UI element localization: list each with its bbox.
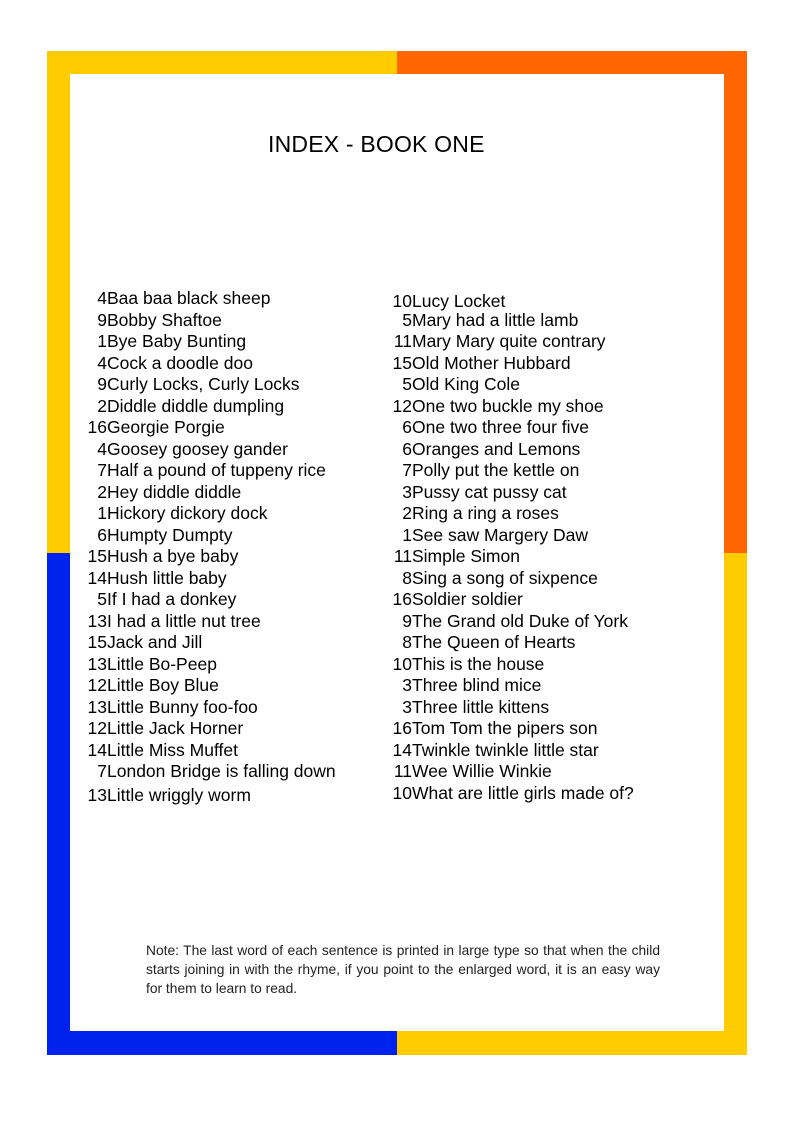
rhyme-title: Little Jack Horner bbox=[107, 718, 244, 738]
rhyme-title: If I had a donkey bbox=[107, 589, 237, 609]
page-number: 9 bbox=[97, 309, 107, 330]
rhyme-title: One two three four five bbox=[412, 417, 590, 437]
rhyme-title: Bye Baby Bunting bbox=[107, 331, 247, 351]
rhyme-title: Soldier soldier bbox=[412, 589, 523, 609]
page-number: 7 bbox=[402, 460, 412, 480]
page-title: INDEX - BOOK ONE bbox=[268, 131, 485, 157]
page-number: 15 bbox=[87, 632, 107, 652]
rhyme-title: Little Bunny foo-foo bbox=[107, 696, 258, 717]
page-number: 4 bbox=[97, 438, 107, 459]
page-number: 5 bbox=[402, 374, 412, 394]
page-number: 13 bbox=[87, 610, 107, 631]
page-number: 1 bbox=[97, 503, 107, 523]
page-number: 15 bbox=[87, 546, 107, 566]
rhyme-title: Mary had a little lamb bbox=[412, 309, 579, 330]
page-number: 14 bbox=[392, 739, 412, 760]
page-number: 16 bbox=[392, 718, 412, 738]
page-number: 6 bbox=[402, 417, 412, 437]
rhyme-title: Humpty Dumpty bbox=[107, 524, 233, 545]
rhyme-title: Oranges and Lemons bbox=[412, 438, 581, 459]
page-number: 8 bbox=[402, 632, 412, 652]
page-number: 13 bbox=[87, 653, 107, 674]
rhyme-title: Hickory dickory dock bbox=[107, 503, 268, 523]
rhyme-title: Lucy Locket bbox=[412, 291, 506, 311]
rhyme-title: Bobby Shaftoe bbox=[107, 309, 222, 330]
rhyme-title: Half a pound of tuppeny rice bbox=[107, 460, 326, 480]
rhyme-title: Old Mother Hubbard bbox=[412, 352, 571, 373]
page-number: 8 bbox=[402, 567, 412, 588]
rhyme-title: Three little kittens bbox=[412, 696, 550, 717]
rhyme-title: This is the house bbox=[412, 653, 545, 674]
page-number: 11 bbox=[393, 331, 412, 351]
page-number: 6 bbox=[97, 524, 107, 545]
page-number: 9 bbox=[402, 610, 412, 631]
rhyme-title: Hush little baby bbox=[107, 567, 227, 588]
rhyme-title: Simple Simon bbox=[412, 546, 520, 566]
page-number: 16 bbox=[392, 589, 412, 609]
page-number: 16 bbox=[87, 417, 107, 437]
rhyme-title: Baa baa black sheep bbox=[107, 288, 271, 308]
page-number: 1 bbox=[97, 331, 107, 351]
rhyme-title: Pussy cat pussy cat bbox=[412, 481, 567, 502]
page-number: 3 bbox=[402, 675, 412, 695]
rhyme-title: Little Bo-Peep bbox=[107, 653, 217, 674]
rhyme-title: Ring a ring a roses bbox=[412, 503, 559, 523]
rhyme-title: See saw Margery Daw bbox=[412, 524, 589, 545]
rhyme-title: Little Miss Muffet bbox=[107, 739, 238, 760]
page-number: 10 bbox=[392, 782, 412, 803]
rhyme-title: Sing a song of sixpence bbox=[412, 567, 598, 588]
page-number: 12 bbox=[87, 718, 107, 738]
page-number: 2 bbox=[402, 503, 412, 523]
page-number: 14 bbox=[87, 739, 107, 760]
page-number: 10 bbox=[392, 653, 412, 674]
rhyme-title: Three blind mice bbox=[412, 675, 542, 695]
rhyme-title: Old King Cole bbox=[412, 374, 520, 394]
rhyme-title: Little Boy Blue bbox=[107, 675, 219, 695]
page-number: 13 bbox=[87, 784, 107, 805]
rhyme-title: Jack and Jill bbox=[107, 632, 203, 652]
rhyme-title: Diddle diddle dumpling bbox=[107, 395, 285, 416]
page-number: 7 bbox=[97, 460, 107, 480]
page-number: 10 bbox=[392, 291, 412, 311]
page-number: 15 bbox=[392, 352, 412, 373]
page-number: 5 bbox=[402, 309, 412, 330]
page-number: 2 bbox=[97, 395, 107, 416]
rhyme-title: Hush a bye baby bbox=[107, 546, 239, 566]
rhyme-title: Georgie Porgie bbox=[107, 417, 225, 437]
rhyme-title: The Grand old Duke of York bbox=[412, 610, 628, 631]
page-number: 11 bbox=[393, 761, 412, 781]
rhyme-title: Tom Tom the pipers son bbox=[412, 718, 598, 738]
rhyme-title: Little wriggly worm bbox=[107, 784, 251, 805]
rhyme-title: Cock a doodle doo bbox=[107, 352, 253, 373]
page-number: 4 bbox=[97, 352, 107, 373]
page-number: 6 bbox=[402, 438, 412, 459]
rhyme-title: London Bridge is falling down bbox=[107, 761, 336, 781]
page-number: 2 bbox=[97, 481, 107, 502]
page-number: 9 bbox=[97, 374, 107, 394]
page-number: 13 bbox=[87, 696, 107, 717]
rhyme-title: Twinkle twinkle little star bbox=[412, 739, 599, 760]
rhyme-title: Mary Mary quite contrary bbox=[412, 331, 606, 351]
rhyme-title: Polly put the kettle on bbox=[412, 460, 580, 480]
rhyme-title: Hey diddle diddle bbox=[107, 481, 242, 502]
page-number: 14 bbox=[87, 567, 107, 588]
rhyme-title: One two buckle my shoe bbox=[412, 395, 604, 416]
rhyme-title: The Queen of Hearts bbox=[412, 632, 576, 652]
rhyme-title: Curly Locks, Curly Locks bbox=[107, 374, 300, 394]
rhyme-title: I had a little nut tree bbox=[107, 610, 261, 631]
page-number: 3 bbox=[402, 481, 412, 502]
page-number: 5 bbox=[97, 589, 107, 609]
page-number: 11 bbox=[393, 546, 412, 566]
note-text: Note: The last word of each sentence is printed in large type so that when the child starts joining in with the rhyme, if you point to the enlarged word, it is an easy way for them to learn to read. bbox=[146, 943, 660, 996]
page-number: 4 bbox=[97, 288, 107, 308]
page-number: 1 bbox=[402, 524, 412, 545]
rhyme-title: What are little girls made of? bbox=[412, 782, 634, 803]
rhyme-title: Goosey goosey gander bbox=[107, 438, 288, 459]
page-number: 12 bbox=[87, 675, 107, 695]
page-number: 12 bbox=[392, 395, 412, 416]
rhyme-title: Wee Willie Winkie bbox=[412, 761, 552, 781]
page-number: 3 bbox=[402, 696, 412, 717]
page-number: 7 bbox=[97, 761, 107, 781]
